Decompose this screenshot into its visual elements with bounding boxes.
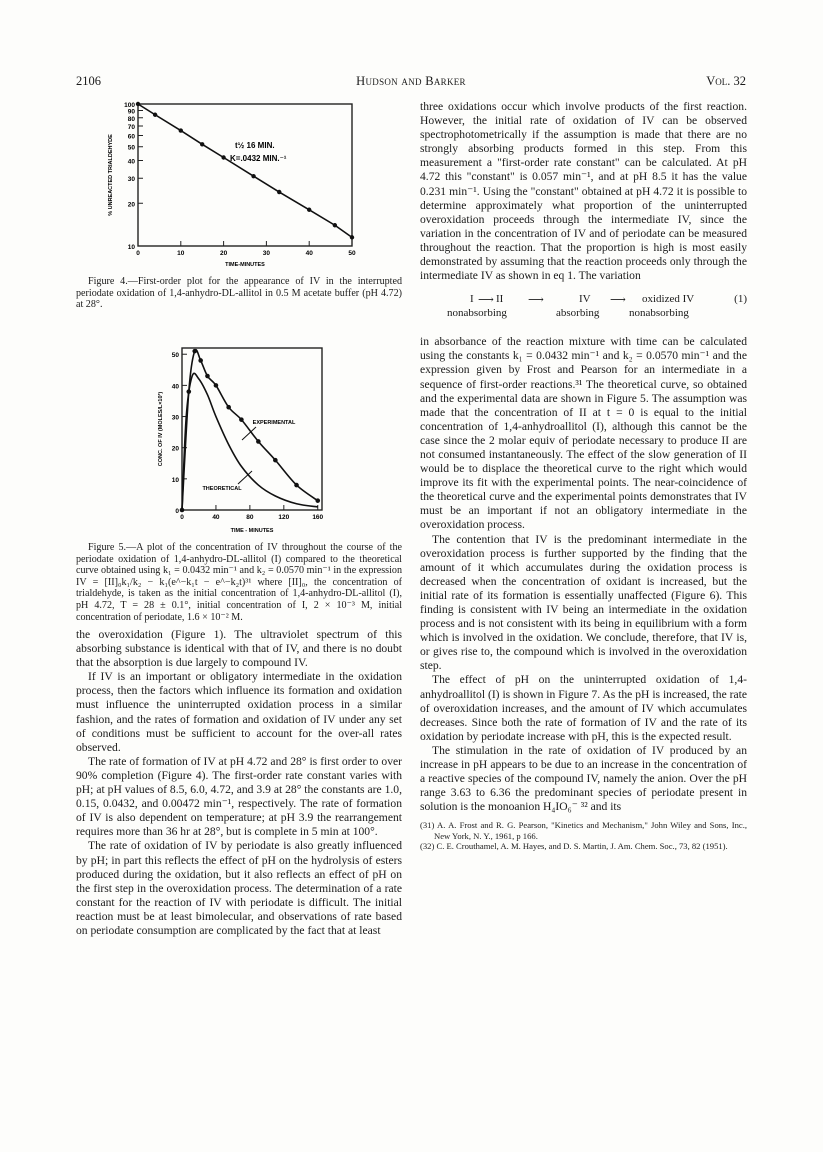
- data-point: [198, 358, 203, 363]
- paragraph: The rate of formation of IV at pH 4.72 and 28° is first order to over 90% completion (Figure 4). The first-order rate constant varies with pH; at pH values of 8.5, 6.0, 4.72, and 3.9 at 28° the constants are 1.0, 0.15, 0.0432, and 0.00472 min⁻¹, respectively. The rate of formation of IV is also dependent on temperature; at pH 3.9 the rearrangement requires more than 36 hr at 28°, but is complete in 5 min at 100°.: [76, 754, 402, 839]
- y-tick-label: 20: [171, 445, 179, 453]
- paragraph: The rate of oxidation of IV by periodate is also greatly influenced by pH; in part this reflects the effect of pH on the hydrolysis of esters produced during the oxidation, but it also reflects an effect of pH on the first step in the overoxidation process. The determination of a rate constant for the reaction of IV with periodate is difficult. The initial reaction must be at least bimolecular, and observations of rate based on periodate consumption are complicated by the fact that at least: [76, 839, 402, 937]
- figure-4-caption-block: [76, 276, 402, 311]
- data-point: [153, 113, 157, 117]
- arrow-icon: ⟶: [478, 294, 494, 307]
- annotation-rate-constant: K=.0432 MIN.⁻¹: [230, 154, 287, 163]
- x-tick-label: 50: [348, 250, 356, 257]
- annotation-half-life: t½ 16 MIN.: [235, 141, 275, 150]
- paragraph: The stimulation in the rate of oxidation of IV produced by an increase in pH appears to be due to an increase in the concentration of a reactive species of the compound IV, namely the anion. Over the pH range 3.63 to 6.36 the predominant species of periodate present in solution is the monoanion H₄IO₆⁻ ³² and its: [420, 743, 747, 814]
- data-point: [136, 102, 140, 106]
- x-tick-label: 10: [177, 250, 185, 257]
- footnote: (32) C. E. Crouthamel, A. M. Hayes, and D. S. Martin, J. Am. Chem. Soc., 73, 82 (1951).: [420, 841, 728, 852]
- paragraph: the overoxidation (Figure 1). The ultraviolet spectrum of this absorbing substance is identical with that of IV, and there is no doubt that the absorption is due largely to compound IV.: [76, 628, 402, 670]
- eq-species-4: oxidized IV: [642, 293, 695, 306]
- x-tick-label: 40: [305, 250, 313, 257]
- y-tick-label: 70: [127, 123, 135, 131]
- y-tick-label: 80: [127, 115, 135, 123]
- data-point: [192, 349, 197, 354]
- y-tick-label: 90: [127, 108, 135, 116]
- paragraph: three oxidations occur which involve products of the first reaction. However, the initial rate of oxidation of IV can be observed spectrophotometrically if the assumption is made that there are no strongly absorbing products formed in this step. From this measurement a "first-order rate constant" can be calculated. At pH 4.72 this "constant" is 0.057 min⁻¹, and at pH 8.5 it has the value 0.231 min⁻¹. Using the "constant" obtained at pH 4.72 it is possible to determine approximately what proportion of the uninterrupted overoxidation proceeds through the intermediate IV, since the variation in the concentration of IV and of periodate can be measured throughout the reaction. That the proportion is high is most easily demonstrated by assuming that the reaction proceeds only through the intermediate IV as shown in eq 1. The variation: [420, 100, 747, 283]
- data-point: [315, 498, 320, 503]
- eq-label: nonabsorbing: [447, 307, 507, 320]
- data-point: [214, 383, 219, 388]
- arrow-icon: ⟶: [528, 294, 544, 307]
- paragraph: If IV is an important or obligatory intermediate in the oxidation process, then the factors which influence its formation and oxidation must influence the uninterrupted oxidation process in a similar fashion, and the rates of formation and oxidation of IV under any set of conditions must be sufficient to account for the over-all rates observed.: [76, 670, 402, 754]
- data-point: [277, 190, 281, 194]
- y-axis-label: CONC. OF IV (MOLES/L×10³): [158, 391, 164, 467]
- figure-4-chart: [100, 96, 370, 276]
- y-tick-label: 20: [127, 201, 135, 209]
- y-tick-label: 10: [171, 476, 179, 484]
- data-point: [333, 223, 337, 227]
- data-point: [200, 142, 204, 146]
- legend-label-theoretical: THEORETICAL: [202, 486, 242, 492]
- x-axis-label: TIME - MINUTES: [230, 528, 274, 534]
- x-tick-label: 120: [278, 514, 290, 521]
- volume-label: Vol. 32: [706, 74, 746, 88]
- data-point: [226, 405, 231, 410]
- x-tick-label: 30: [262, 250, 271, 257]
- data-point: [273, 458, 278, 463]
- footnote: (31) A. A. Frost and R. G. Pearson, "Kinetics and Mechanism," John Wiley and Sons, Inc., New York, N. Y., 1961, p 166.: [420, 820, 747, 841]
- x-tick-label: 80: [246, 514, 254, 521]
- eq-species-2: II: [496, 293, 504, 306]
- figure-5-caption-block: [76, 542, 402, 623]
- figure-4-caption: Figure 4.—First-order plot for the appearance of IV in the interrupted periodate oxidation of 1,4-anhydro-DL-allitol in 0.5 M acetate buffer (pH 4.72) at 28°.: [76, 276, 402, 311]
- eq-species-3: IV: [579, 293, 591, 306]
- eq-species-1: I: [470, 293, 474, 306]
- data-point: [179, 128, 183, 132]
- x-tick-label: 20: [219, 250, 228, 257]
- y-tick-label: 40: [127, 158, 135, 166]
- paragraph: in absorbance of the reaction mixture with time can be calculated using the constants k₁ = 0.0432 min⁻¹ and k₂ = 0.0570 min⁻¹ and the expression given by Frost and Pearson for an intermediate in a sequence of first-order reactions.³¹ The theoretical curve, so obtained and the experimental data are shown in Figure 5. The assumption was made that the concentration of II at t = 0 is equal to the initial concentration of 1,4-anhydroallitol (I), although this cannot be the case since the 2 molar equiv of periodate necessary to produce II are not consumed instantaneously. The effect of the slow generation of II would be to displace the theoretical curve to the right which would improve its fit with the experimental points. The near-coincidence of the theoretical curve and the experimental points demonstrates that IV must be an important if not an obligatory intermediate in the overoxidation process.: [420, 335, 747, 532]
- figure-5-caption: Figure 5.—A plot of the concentration of IV throughout the course of the periodate oxidation of 1,4-anhydro-DL-allitol (I) compared to the theoretical curve obtained using k₁ = 0.0432 min⁻¹ and k₂ = 0.0570 min⁻¹ in the expression IV = [II]₀k₁/k₂ − k₁(e^−k₁t − e^−k₂t)³¹ where [II]₀, the concentration of trialdehyde, is taken as the initial concentration of 1,4-anhydro-DL-allitol (I), pH 4.72, T = 28 ± 0.1°, initial concentration of I, 2 × 10⁻³ M, initial concentration of periodate, 1.6 × 10⁻² M.: [76, 542, 402, 623]
- y-tick-label: 0: [175, 508, 179, 515]
- equation-number: (1): [734, 293, 747, 306]
- y-tick-label: 40: [171, 383, 179, 391]
- y-tick-label: 30: [127, 176, 135, 184]
- figure-5-chart: [150, 340, 350, 546]
- series-line: [138, 104, 352, 237]
- data-point: [221, 155, 225, 159]
- x-tick-label: 0: [180, 514, 184, 521]
- y-tick-label: 50: [127, 144, 135, 152]
- data-point: [307, 208, 311, 212]
- page-number: 2106: [76, 74, 101, 88]
- data-point: [256, 439, 261, 444]
- legend-label-experimental: EXPERIMENTAL: [252, 420, 296, 426]
- y-tick-label: 50: [171, 352, 179, 360]
- running-title: Hudson and Barker: [356, 74, 466, 88]
- plot-frame: [138, 104, 352, 246]
- data-point: [239, 417, 244, 422]
- eq-label: absorbing: [556, 307, 600, 320]
- data-point: [251, 174, 255, 178]
- data-point: [205, 374, 210, 379]
- running-header: [76, 74, 746, 90]
- x-axis-label: TIME-MINUTES: [225, 262, 265, 268]
- right-column-body: [420, 100, 747, 852]
- x-tick-label: 40: [212, 514, 220, 521]
- equation-1: [420, 293, 747, 327]
- data-point: [350, 235, 354, 239]
- arrow-icon: ⟶: [610, 294, 626, 307]
- y-tick-label: 30: [171, 414, 179, 422]
- data-point: [294, 483, 299, 488]
- paragraph: The contention that IV is the predominant intermediate in the overoxidation process is further supported by the finding that the amount of it which accumulates during the oxidation process is decreased when the concentration of oxidant is increased, but the initial rate of its formation is essentially unaffected (Figure 6). This finding is consistent with IV being an intermediate in the oxidation process and is not consistent with its being in equilibrium with a form which is involved in the oxidation. We conclude, therefore, that IV is, or gives rise to, the compound which is involved in the overoxidation step.: [420, 532, 747, 673]
- eq-label: nonabsorbing: [629, 307, 689, 320]
- footnotes: [420, 820, 747, 851]
- left-column-body: [76, 628, 402, 938]
- x-tick-label: 160: [312, 514, 324, 521]
- y-tick-label: 60: [127, 133, 135, 141]
- paragraph: The effect of pH on the uninterrupted oxidation of 1,4-anhydroallitol (I) is shown in Figure 7. As the pH is increased, the rate of overoxidation increases, and the amount of IV which accumulates decreases. Since both the rate of formation of IV and the rate of its oxidation by periodate increase with pH, this is the expected result.: [420, 673, 747, 743]
- y-tick-label: 10: [127, 244, 135, 251]
- y-tick-label: 100: [124, 102, 135, 109]
- y-axis-label: % UNREACTED TRIALDEHYDE: [108, 134, 114, 216]
- x-tick-label: 0: [136, 250, 140, 257]
